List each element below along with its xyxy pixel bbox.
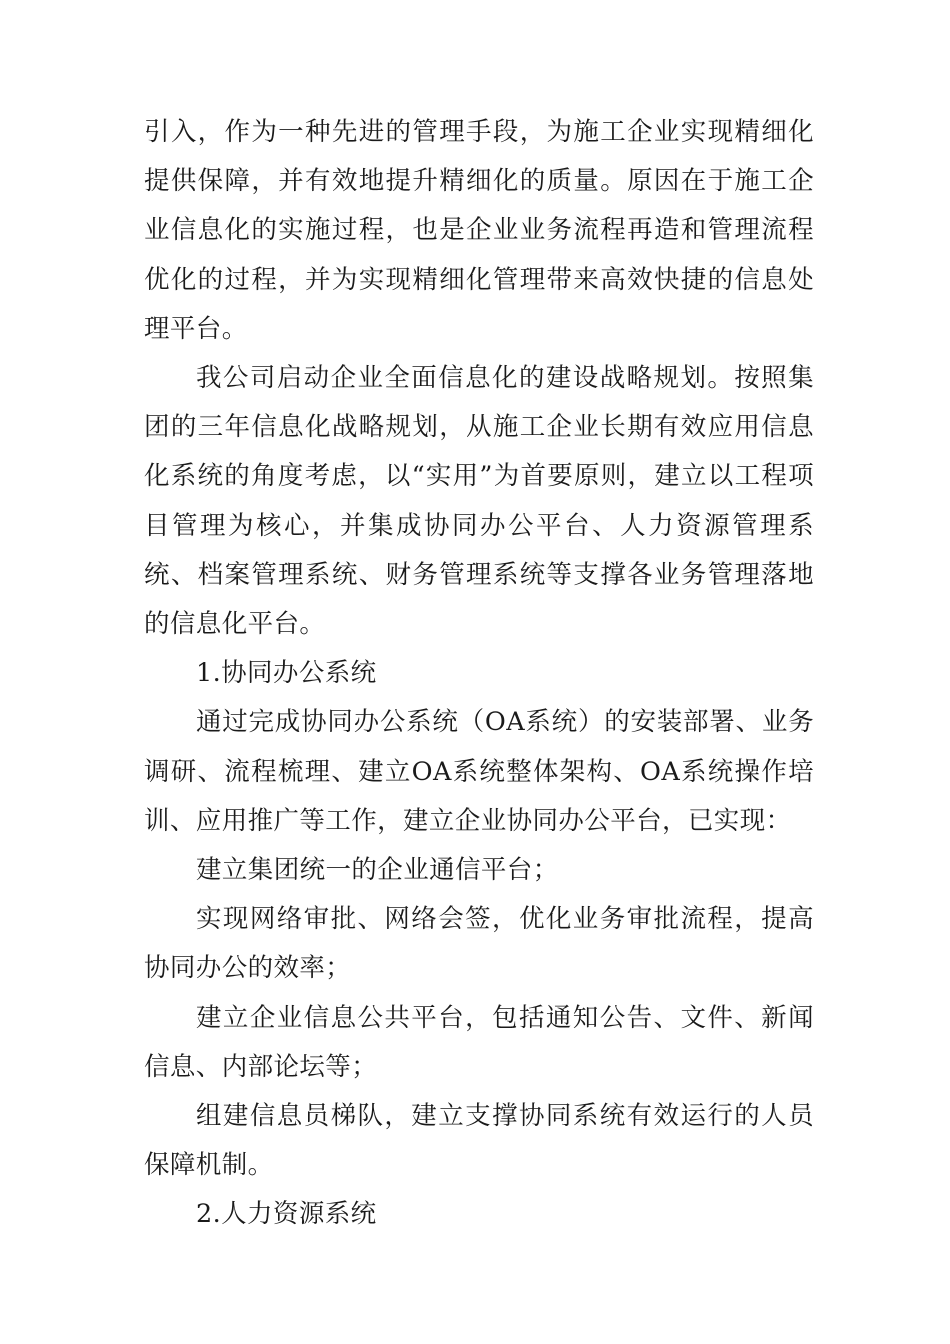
document-body [144, 108, 814, 1240]
section-heading-hr: 2.人力资源系统 [196, 1199, 377, 1230]
list-item-staff: 组建信息员梯队，建立支撑协同系统有效运行的人员保障机制。 [144, 1101, 814, 1181]
list-item-communication: 建立集团统一的企业通信平台； [196, 855, 559, 886]
list-item-approval: 实现网络审批、网络会签，优化业务审批流程，提高协同办公的效率； [144, 904, 814, 984]
paragraph-continuation: 引入，作为一种先进的管理手段，为施工企业实现精细化提供保障，并有效地提升精细化的质量。原因在于施工企业信息化的实施过程，也是企业业务流程再造和管理流程优化的过程，并为实现精细化管理带来高效快捷的信息处理平台。 [144, 117, 814, 344]
paragraph-strategy: 我公司启动企业全面信息化的建设战略规划。按照集团的三年信息化战略规划，从施工企业长期有效应用信息化系统的角度考虑，以“实用”为首要原则，建立以工程项目管理为核心，并集成协同办公平台、人力资源管理系统、档案管理系统、财务管理系统等支撑各业务管理落地的信息化平台。 [144, 363, 814, 640]
list-item-info-platform: 建立企业信息公共平台，包括通知公告、文件、新闻信息、内部论坛等； [144, 1002, 814, 1082]
section-heading-oa: 1.协同办公系统 [196, 658, 377, 689]
paragraph-oa-intro: 通过完成协同办公系统（OA系统）的安装部署、业务调研、流程梳理、建立OA系统整体架构、OA系统操作培训、应用推广等工作，建立企业协同办公平台，已实现： [144, 707, 814, 836]
